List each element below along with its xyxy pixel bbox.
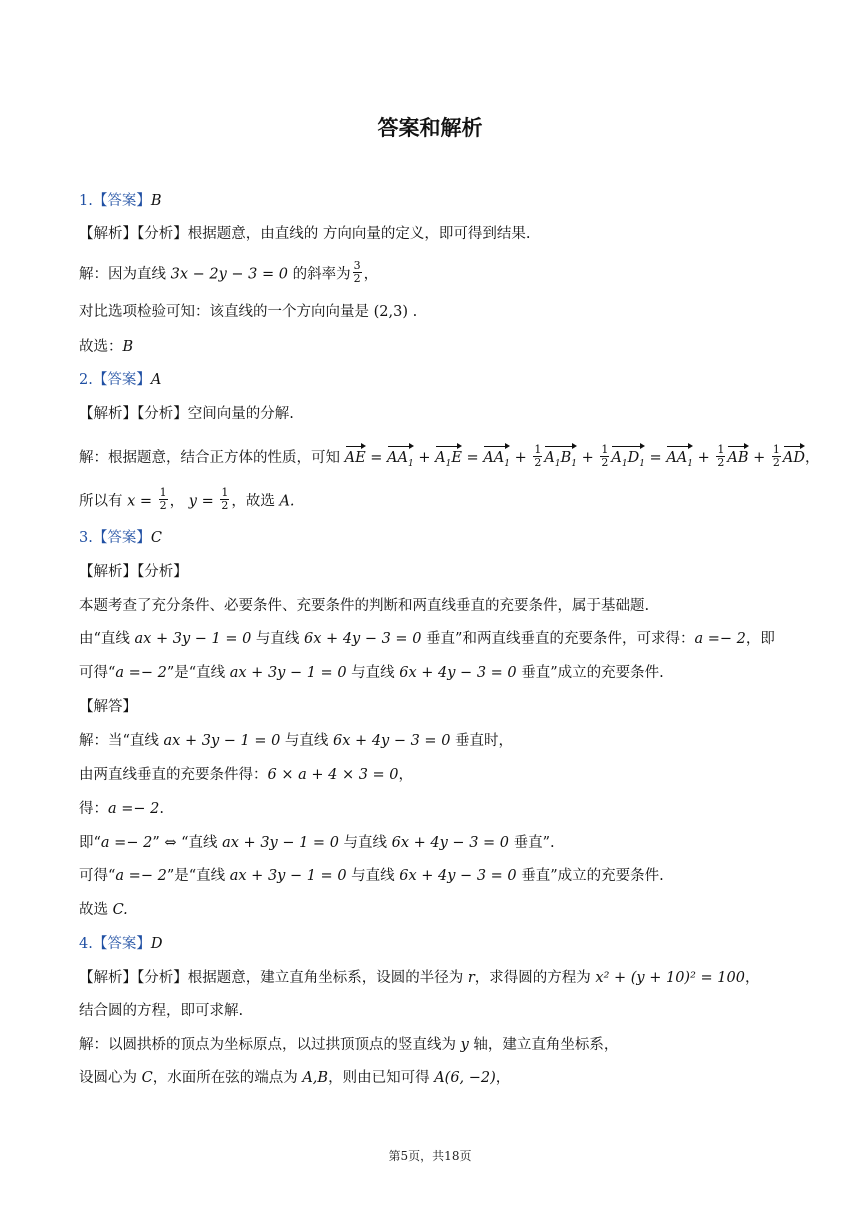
q4-number: 4.: [79, 936, 93, 952]
q3-number: 3.: [79, 530, 93, 546]
q3-solve-line-2: [79, 765, 413, 785]
half-fraction: $\frac{1}{2}$: [772, 442, 780, 469]
q2-number: 2.: [79, 372, 93, 388]
q3-text: 可得“: [79, 665, 116, 681]
vector-AA1: $AA_1$: [666, 444, 693, 474]
q3-eq2: 6x + 4y − 3 = 0: [399, 665, 517, 681]
fraction-numerator: 3: [353, 259, 361, 272]
q3-text: 故选: [79, 902, 113, 918]
q3-result: a =− 2: [115, 868, 167, 884]
q3-text: 解：当“直线: [79, 733, 164, 749]
q3-condition: 6 × a + 4 × 3 = 0: [267, 767, 399, 783]
q3-eq2: 6x + 4y − 3 = 0: [391, 835, 510, 851]
q4-circle-equation: x² + (y + 10)² = 100: [595, 970, 745, 986]
q2-x: x =: [127, 493, 157, 510]
vector-AD: AD: [783, 444, 805, 468]
q1-text: 解：因为直线: [79, 266, 171, 283]
vector-AA1: $AA_1$: [387, 444, 414, 474]
q1-text: 的斜率为: [287, 266, 351, 283]
q3-result: a =− 2: [115, 665, 167, 681]
q3-solve-line-4: [79, 833, 555, 853]
q2-text: 所以有: [79, 493, 128, 510]
q3-answer: C: [150, 530, 162, 546]
vector-AE: AE: [345, 444, 366, 468]
q1-equation: 3x − 2y − 3 = 0: [170, 266, 288, 283]
half-fraction: $\frac{1}{2}$: [601, 442, 609, 469]
half-fraction: $\frac{1}{2}$: [534, 442, 542, 469]
q1-compare: 对比选项检验可知：该直线的一个方向向量是 (2,3) .: [79, 304, 418, 320]
q4-solution-line-1: [79, 1035, 618, 1055]
q3-text: 与直线: [346, 665, 400, 681]
q4-text: 设圆心为: [79, 1070, 142, 1086]
q4-answer-line: [79, 934, 162, 954]
q3-summary: 本题考查了充分条件、必要条件、充要条件的判断和两直线垂直的充要条件，属于基础题.: [79, 598, 650, 614]
q3-text: 与直线: [338, 835, 392, 851]
q3-text: 与直线: [346, 868, 400, 884]
q3-eq2: 6x + 4y − 3 = 0: [304, 631, 422, 647]
q3-text: 垂直”和两直线垂直的充要条件，可求得：: [421, 631, 695, 647]
q4-combine: 结合圆的方程，即可求解.: [79, 1003, 244, 1019]
q4-text: 【解析】【分析】根据题意，建立直角坐标系，设圆的半径为: [79, 970, 468, 986]
q3-text: ” ⇔ “直线: [152, 835, 223, 851]
q3-result: a =− 2: [108, 801, 160, 817]
q3-answer-tag: 【答案】: [92, 530, 151, 546]
q2-text: 解：根据题意，结合正方体的性质，可知: [79, 450, 345, 466]
q4-text: 解：以圆拱桥的顶点为坐标原点，以过拱顶顶点的竖直线为: [79, 1037, 461, 1053]
q3-solve-line-1: [79, 731, 513, 751]
fraction-denominator: 2: [159, 499, 167, 512]
q4-answer: D: [150, 936, 163, 952]
q1-answer: B: [150, 193, 162, 209]
q3-conclusion-line: [79, 663, 664, 683]
q3-eq1: ax + 3y − 1 = 0: [163, 733, 281, 749]
q3-solve-line-5: [79, 866, 664, 886]
page-footer: 第5页，共18页: [388, 1149, 472, 1163]
q2-answer: A: [150, 372, 162, 388]
q4-center: C: [141, 1070, 153, 1086]
q2-result-line: 所以有 x = $\frac{1}{2}$ ， y = $\frac{1}{2}$ ，故选 A.: [79, 486, 295, 512]
q3-choice: C.: [112, 902, 128, 918]
q1-analysis: 【解析】【分析】根据题意，由直线的 方向向量的定义，即可得到结果.: [79, 226, 531, 242]
q3-eq2: 6x + 4y − 3 = 0: [333, 733, 451, 749]
q3-answer-heading: 【解答】: [79, 699, 137, 715]
q2-y: y =: [188, 493, 219, 510]
q3-choice-line: [79, 900, 128, 920]
q3-result: a =− 2: [694, 631, 746, 647]
q3-eq2: 6x + 4y − 3 = 0: [399, 868, 517, 884]
q3-text: 得：: [79, 801, 108, 817]
q3-text: 由“直线: [79, 631, 135, 647]
q3-text: 由两直线垂直的充要条件得：: [79, 767, 268, 783]
fraction-denominator: 2: [353, 272, 361, 285]
half-fraction: $\frac{1}{2}$: [717, 442, 725, 469]
q3-text: ，即: [745, 631, 775, 647]
q4-answer-tag: 【答案】: [92, 936, 151, 952]
q3-text: 垂直”成立的充要条件.: [516, 868, 664, 884]
q4-point: A(6, −2): [434, 1070, 496, 1086]
q3-text: 与直线: [280, 733, 334, 749]
fraction-numerator: 1: [159, 486, 167, 499]
q4-analysis-line: [79, 968, 759, 988]
q4-text: ，求得圆的方程为: [474, 970, 596, 986]
q3-derivation-line: [79, 629, 775, 649]
q3-eq1: ax + 3y − 1 = 0: [222, 835, 339, 851]
q4-text: ，: [495, 1070, 511, 1086]
q3-eq1: ax + 3y − 1 = 0: [229, 665, 347, 681]
q3-text: 垂直”成立的充要条件.: [516, 665, 664, 681]
q3-solve-line-3: [79, 799, 164, 819]
q4-text: ，水面所在弦的端点为: [152, 1070, 303, 1086]
q3-text: .: [159, 801, 164, 817]
q2-answer-tag: 【答案】: [92, 372, 151, 388]
q4-text: 轴，建立直角坐标系，: [468, 1037, 619, 1053]
q1-slope-fraction: [353, 260, 362, 285]
q3-answer-line: [79, 528, 162, 548]
half-fraction: [159, 487, 168, 512]
q3-analysis: 【解析】【分析】: [79, 564, 188, 580]
q1-text: 故选：: [79, 339, 123, 355]
q4-y-axis: y: [460, 1037, 469, 1053]
q4-text: ，则由已知可得: [328, 1070, 435, 1086]
q3-text: 即“: [79, 835, 101, 851]
q3-result: a =− 2: [100, 835, 153, 851]
q1-choice: B: [122, 339, 134, 355]
vector-A1D1: $A_1D_1$: [611, 444, 645, 474]
vector-AA1: $AA_1$: [483, 444, 510, 474]
q3-text: 与直线: [251, 631, 305, 647]
q2-vector-line: 解：根据题意，结合正方体的性质，可知 AE = $AA_1 + A_1E = AA_1$ + $\frac{1}{2}$ $A_1B_1$ + $\frac{1}{2}$ $A_1D_1 = AA_1$ + $\frac{1}{2}$ AB + $\frac{1}{2}$ AD，: [79, 444, 820, 474]
q1-number: 1.: [79, 193, 93, 209]
q1-solution-line: [79, 259, 379, 287]
vector-A1B1: $A_1B_1$: [544, 444, 577, 474]
q1-choice-line: [79, 337, 133, 357]
q3-eq1: ax + 3y − 1 = 0: [229, 868, 347, 884]
q2-choice: A.: [279, 493, 295, 510]
q2-analysis: 【解析】【分析】空间向量的分解.: [79, 406, 294, 422]
q2-text: ，故选: [231, 493, 280, 510]
q1-answer-tag: 【答案】: [92, 193, 151, 209]
q4-endpoints: A,B: [302, 1070, 329, 1086]
q3-text: ”是“直线: [166, 665, 230, 681]
q1-answer-line: [79, 191, 162, 211]
q2-answer-line: [79, 370, 161, 390]
q3-text: ，: [398, 767, 414, 783]
q3-eq1: ax + 3y − 1 = 0: [134, 631, 252, 647]
q4-text: ，: [744, 970, 760, 986]
q3-text: 可得“: [79, 868, 116, 884]
q3-text: 垂直”.: [509, 835, 555, 851]
q3-text: ”是“直线: [166, 868, 230, 884]
q1-text: ，: [363, 266, 379, 283]
page-title: 答案和解析: [377, 116, 483, 140]
vector-A1E: $A_1E$: [435, 444, 462, 474]
q4-radius: r: [467, 970, 475, 986]
half-fraction: $\frac{1}{2}$: [221, 486, 229, 512]
q3-text: 垂直时，: [450, 733, 514, 749]
q4-solution-line-2: [79, 1068, 510, 1088]
vector-AB: AB: [727, 444, 748, 468]
